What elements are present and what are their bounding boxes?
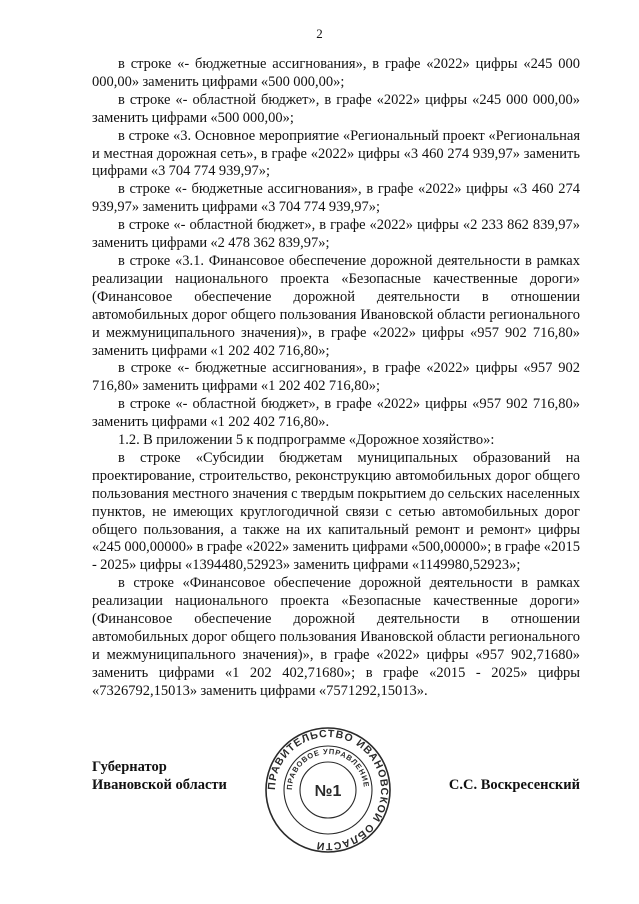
paragraph: в строке «3.1. Финансовое обеспечение дорожной деятельности в рамках реализации национального проекта «Безопасные качественные дороги» (Финансовое обеспечение дорожной деятельности в отношении автомобильных дорог общего пользования Ивановской области регионального и межмуниципального значения)», в графе «2022» цифры «957 902 716,80» заменить цифрами «1 202 402 716,80»; xyxy=(92,252,580,359)
paragraph: в строке «- бюджетные ассигнования», в графе «2022» цифры «3 460 274 939,97» заменить цифрами «3 704 774 939,97»; xyxy=(92,181,580,216)
stamp-center-number: №1 xyxy=(314,783,342,800)
paragraph: в строке «3. Основное мероприятие «Региональный проект «Региональная и местная дорожная сеть», в графе «2022» цифры «3 460 274 939,97» заменить цифрами «3 704 774 939,97»; xyxy=(92,127,580,180)
official-stamp xyxy=(263,725,393,855)
paragraph: в строке «- бюджетные ассигнования», в графе «2022» цифры «957 902 716,80» заменить цифрами «1 202 402 716,80»; xyxy=(92,360,580,395)
section-heading: 1.2. В приложении 5 к подпрограмме «Дорожное хозяйство»: xyxy=(118,432,495,449)
page-number: 2 xyxy=(316,26,323,41)
paragraph: в строке «- областной бюджет», в графе «2022» цифры «2 233 862 839,97» заменить цифрами «2 478 362 839,97»; xyxy=(92,217,580,252)
signatory-title-line1: Губернатор xyxy=(92,759,167,775)
stamp-outer-text: ПРАВИТЕЛЬСТВО ИВАНОВСКОЙ ОБЛАСТИ xyxy=(265,727,391,853)
paragraph: в строке «Субсидии бюджетам муниципальных образований на проектирование, строительство, реконструкцию автомобильных дорог общего пользования местного значения с твердым покрытием до сельских населенных пунктов, не имеющих круглогодичной связи с сетью автомобильных дорог общего пользования, а также на их капитальный ремонт и ремонт» цифры «245 000,00000» в графе «2022» заменить цифрами «500,00000»; в графе «2015 - 2025» цифры «1394480,52923» заменить цифрами «1149980,52923»; xyxy=(92,449,580,574)
stamp-inner-text: ПРАВОВОЕ УПРАВЛЕНИЕ xyxy=(284,746,371,791)
signatory-title xyxy=(92,758,227,794)
paragraph: в строке «- бюджетные ассигнования», в графе «2022» цифры «245 000 000,00» заменить цифрами «500 000,00»; xyxy=(92,56,580,90)
document-body xyxy=(92,56,580,701)
signatory-name: С.С. Воскресенский xyxy=(448,777,580,793)
signatory-title-line2: Ивановской области xyxy=(92,777,227,793)
paragraph: в строке «- областной бюджет», в графе «2022» цифры «245 000 000,00» заменить цифрами «500 000,00»; xyxy=(92,91,580,126)
paragraph: в строке «- областной бюджет», в графе «2022» цифры «957 902 716,80» заменить цифрами «1 202 402 716,80». xyxy=(92,396,580,431)
paragraph: в строке «Финансовое обеспечение дорожной деятельности в рамках реализации национального проекта «Безопасные качественные дороги» (Финансовое обеспечение дорожной деятельности в отношении автомобильных дорог общего пользования Ивановской области регионального и межмуниципального значения)», в графе «2022» цифры «957 902,71680» заменить цифрами «1 202 402,71680»; в графе «2015 - 2025» цифры «7326792,15013» заменить цифрами «7571292,15013». xyxy=(92,575,580,699)
